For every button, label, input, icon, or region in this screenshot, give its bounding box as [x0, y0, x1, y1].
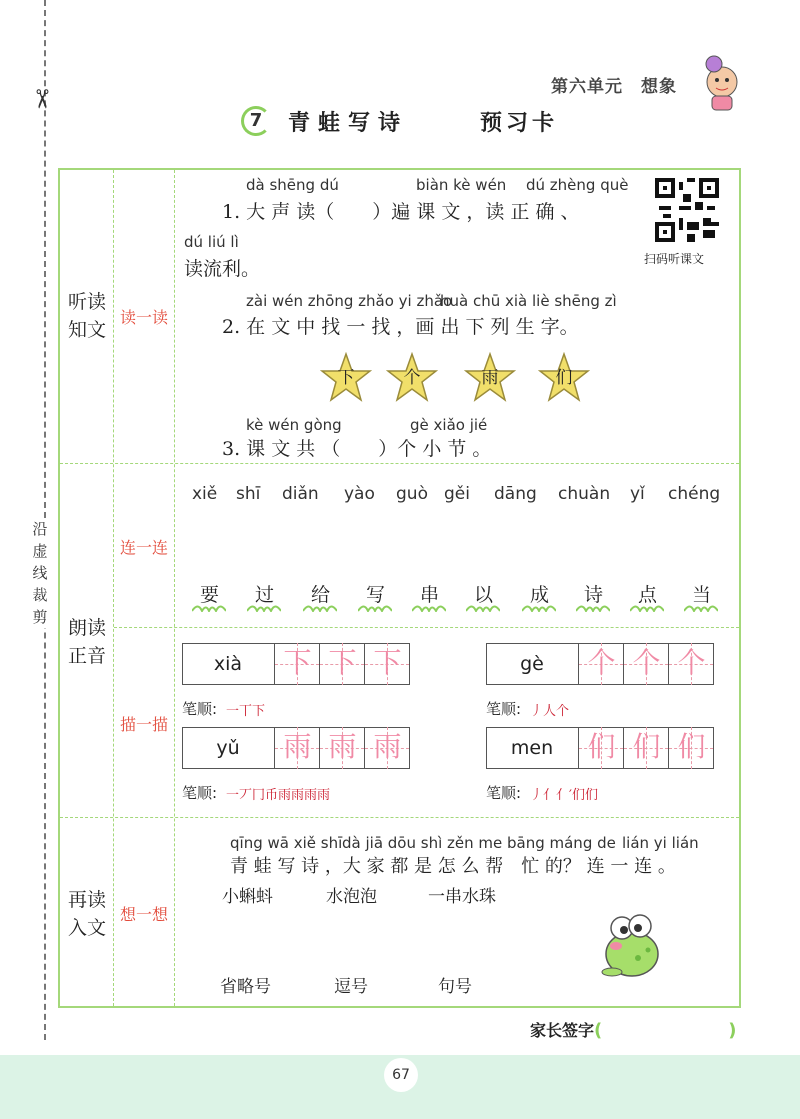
page-number: 67: [384, 1058, 418, 1092]
char-option[interactable]: 点: [638, 584, 658, 606]
stroke-order: 丿人个: [530, 704, 570, 719]
trace-cell[interactable]: 个: [578, 643, 623, 685]
pinyin-option[interactable]: diǎn: [282, 484, 319, 504]
grid-pinyin: men: [510, 737, 554, 759]
pinyin: zài wén zhōng zhǎo yi zhǎo: [246, 292, 453, 310]
activity-read: 读一读: [119, 308, 168, 327]
star-char-2: 个: [386, 352, 438, 404]
grass-icon: [630, 602, 664, 612]
trace-cell[interactable]: 雨: [364, 727, 409, 769]
question-3: 3. 课 文 共 （ ）个 小 节 。: [222, 438, 492, 460]
column-divider: [174, 170, 175, 1006]
cut-note: 沿 虚 线 裁 剪: [28, 518, 52, 628]
pinyin: huà chū xià liè shēng zì: [440, 292, 617, 310]
char-option[interactable]: 当: [692, 584, 712, 606]
stroke-order: 丿亻亻′们们: [530, 788, 598, 803]
pinyin-option[interactable]: yào: [344, 484, 375, 504]
think-question: 青 蛙 写 诗 ，大 家 都 是 怎 么 帮 忙 的？ 连 一 连 。: [230, 856, 676, 877]
pinyin: dú liú lì: [184, 233, 239, 251]
pinyin: dú zhèng què: [526, 176, 629, 194]
pinyin-option[interactable]: chéng: [668, 484, 721, 504]
char-option[interactable]: 要: [200, 584, 220, 606]
trace-cell[interactable]: 下: [319, 643, 364, 685]
grass-icon: [303, 602, 337, 612]
stroke-order-label: 笔顺:: [182, 784, 218, 802]
pinyin: kè wén gòng: [246, 416, 342, 434]
scissors-icon: ✂: [25, 88, 56, 110]
stroke-order-label: 笔顺:: [182, 700, 218, 718]
star-char-1: 下: [320, 352, 372, 404]
trace-cell[interactable]: 下: [364, 643, 409, 685]
grid-pinyin: xià: [213, 653, 243, 675]
grass-icon: [522, 602, 556, 612]
question-1: 1. 大 声 读（ ）遍 课 文 ，读 正 确 、: [222, 201, 580, 223]
pinyin-option[interactable]: xiě: [192, 484, 218, 504]
trace-cell[interactable]: 雨: [274, 727, 319, 769]
trace-cell[interactable]: 们: [578, 727, 623, 769]
char-option[interactable]: 给: [311, 584, 331, 606]
signature-field[interactable]: ( ): [594, 1020, 737, 1041]
char-option[interactable]: 以: [474, 584, 494, 606]
activity-connect: 连一连: [119, 538, 168, 557]
trace-cell[interactable]: 个: [623, 643, 668, 685]
pinyin: qīng wā xiě shī: [230, 834, 343, 852]
think-item[interactable]: 水泡泡: [326, 887, 377, 907]
stroke-order: 一丅下: [226, 704, 266, 719]
pinyin: lián yi lián: [622, 834, 699, 852]
pinyin-option[interactable]: shī: [236, 484, 261, 504]
think-item[interactable]: 句号: [438, 977, 472, 997]
unit-label: 第六单元 想象: [551, 77, 677, 97]
section-divider: [60, 817, 739, 818]
grass-icon: [358, 602, 392, 612]
stroke-order: 一丆冂币雨雨雨雨: [226, 788, 331, 803]
qr-code-icon[interactable]: [655, 178, 719, 242]
char-option[interactable]: 诗: [584, 584, 604, 606]
pinyin-option[interactable]: yǐ: [630, 484, 645, 504]
lesson-number: 7: [241, 106, 271, 136]
girl-mascot-icon: [700, 50, 744, 114]
grid-pinyin: gè: [520, 653, 544, 675]
category-read-correct: 朗读 正音: [67, 617, 106, 667]
grid-pinyin: yǔ: [216, 737, 240, 759]
category-reread: 再读 入文: [67, 889, 106, 939]
pinyin: dà shēng dú: [246, 176, 339, 194]
char-option[interactable]: 成: [530, 584, 550, 606]
stroke-order-label: 笔顺:: [486, 784, 522, 802]
lesson-title: 青蛙写诗: [288, 111, 409, 136]
qr-note: 扫码听课文: [644, 252, 705, 266]
pinyin: gè xiǎo jié: [410, 416, 488, 434]
pinyin-option[interactable]: dāng: [494, 484, 537, 504]
grass-icon: [412, 602, 446, 612]
think-item[interactable]: 省略号: [220, 977, 271, 997]
grass-icon: [466, 602, 500, 612]
think-item[interactable]: 小蝌蚪: [222, 887, 273, 907]
pinyin: dà jiā dōu shì zěn me bāng máng de: [342, 834, 616, 852]
question-2: 2. 在 文 中 找 一 找 ，画 出 下 列 生 字。: [222, 316, 579, 338]
grass-icon: [684, 602, 718, 612]
category-listen: 听读 知文: [67, 291, 106, 341]
think-item[interactable]: 一串水珠: [428, 887, 496, 907]
pinyin-option[interactable]: gěi: [444, 484, 470, 504]
trace-cell[interactable]: 雨: [319, 727, 364, 769]
trace-cell[interactable]: 下: [274, 643, 319, 685]
pinyin-option[interactable]: guò: [396, 484, 428, 504]
trace-cell[interactable]: 们: [668, 727, 713, 769]
section-divider: [114, 627, 739, 628]
stroke-order-label: 笔顺:: [486, 700, 522, 718]
char-option[interactable]: 写: [366, 584, 386, 606]
frog-icon: [596, 906, 662, 980]
parent-signature-label: 家长签字( ): [530, 1020, 737, 1041]
section-divider: [60, 463, 739, 464]
question-1-cont: 读流利。: [184, 258, 261, 280]
star-char-3: 雨: [464, 352, 516, 404]
grass-icon: [576, 602, 610, 612]
grass-icon: [192, 602, 226, 612]
char-option[interactable]: 串: [420, 584, 440, 606]
think-item[interactable]: 逗号: [334, 977, 368, 997]
activity-think: 想一想: [119, 905, 168, 924]
trace-cell[interactable]: 个: [668, 643, 713, 685]
star-char-4: 们: [538, 352, 590, 404]
grass-icon: [247, 602, 281, 612]
activity-trace: 描一描: [119, 715, 168, 734]
trace-cell[interactable]: 们: [623, 727, 668, 769]
pinyin-option[interactable]: chuàn: [558, 484, 611, 504]
card-label: 预习卡: [480, 111, 559, 136]
pinyin: biàn kè wén: [416, 176, 507, 194]
column-divider: [113, 170, 114, 1006]
char-option[interactable]: 过: [255, 584, 275, 606]
